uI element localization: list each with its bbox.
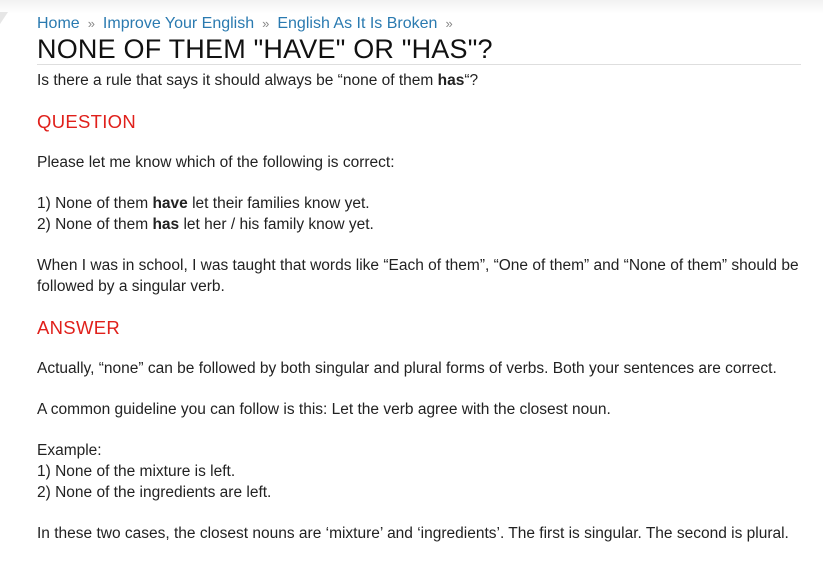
answer-paragraph-2: A common guideline you can follow is this: Let the verb agree with the closest noun. (37, 401, 611, 418)
lead-paragraph (37, 70, 801, 91)
breadcrumb-separator: » (262, 16, 270, 31)
breadcrumb-separator: » (445, 16, 453, 31)
page-title: NONE OF THEM "HAVE" OR "HAS"? (37, 34, 493, 64)
breadcrumb-separator: » (87, 16, 95, 31)
example-label: Example: (37, 442, 102, 459)
lead-bold: has (437, 72, 465, 89)
option-2-bold: has (152, 216, 180, 233)
lead-text: Is there a rule that says it should always be “none of them (37, 72, 438, 89)
top-shadow (0, 0, 823, 14)
option-1-text: 1) None of them (37, 195, 153, 212)
article (37, 14, 801, 544)
lead-text-end: “? (464, 72, 479, 89)
breadcrumb-link-improve-your-english[interactable]: Improve Your English (102, 15, 255, 32)
breadcrumb-link-english-as-it-is-broken[interactable]: English As It Is Broken (277, 15, 438, 32)
example-2: 2) None of the ingredients are left. (37, 484, 272, 501)
example-1: 1) None of the mixture is left. (37, 463, 236, 480)
option-1-text-end: let their families know yet. (187, 195, 370, 212)
breadcrumb-link-home[interactable]: Home (37, 15, 80, 32)
question-option-2 (37, 214, 801, 235)
question-intro: Please let me know which of the following is correct: (37, 154, 395, 171)
answer-paragraph-1: Actually, “none” can be followed by both singular and plural forms of verbs. Both your sentences are correct. (37, 360, 777, 377)
answer-paragraph-3: In these two cases, the closest nouns are ‘mixture’ and ‘ingredients’. The first is singular. The second is plural. (37, 525, 789, 542)
breadcrumb (37, 14, 801, 34)
title-divider (37, 64, 801, 65)
page-corner-fold (0, 12, 8, 24)
question-heading: QUESTION (37, 111, 137, 132)
question-option-1 (37, 193, 801, 214)
option-2-text: 2) None of them (37, 216, 153, 233)
option-1-bold: have (152, 195, 188, 212)
question-context: When I was in school, I was taught that words like “Each of them”, “One of them” and “None of them” should be followed by a singular verb. (37, 257, 799, 295)
option-2-text-end: let her / his family know yet. (179, 216, 374, 233)
answer-heading: ANSWER (37, 317, 120, 338)
